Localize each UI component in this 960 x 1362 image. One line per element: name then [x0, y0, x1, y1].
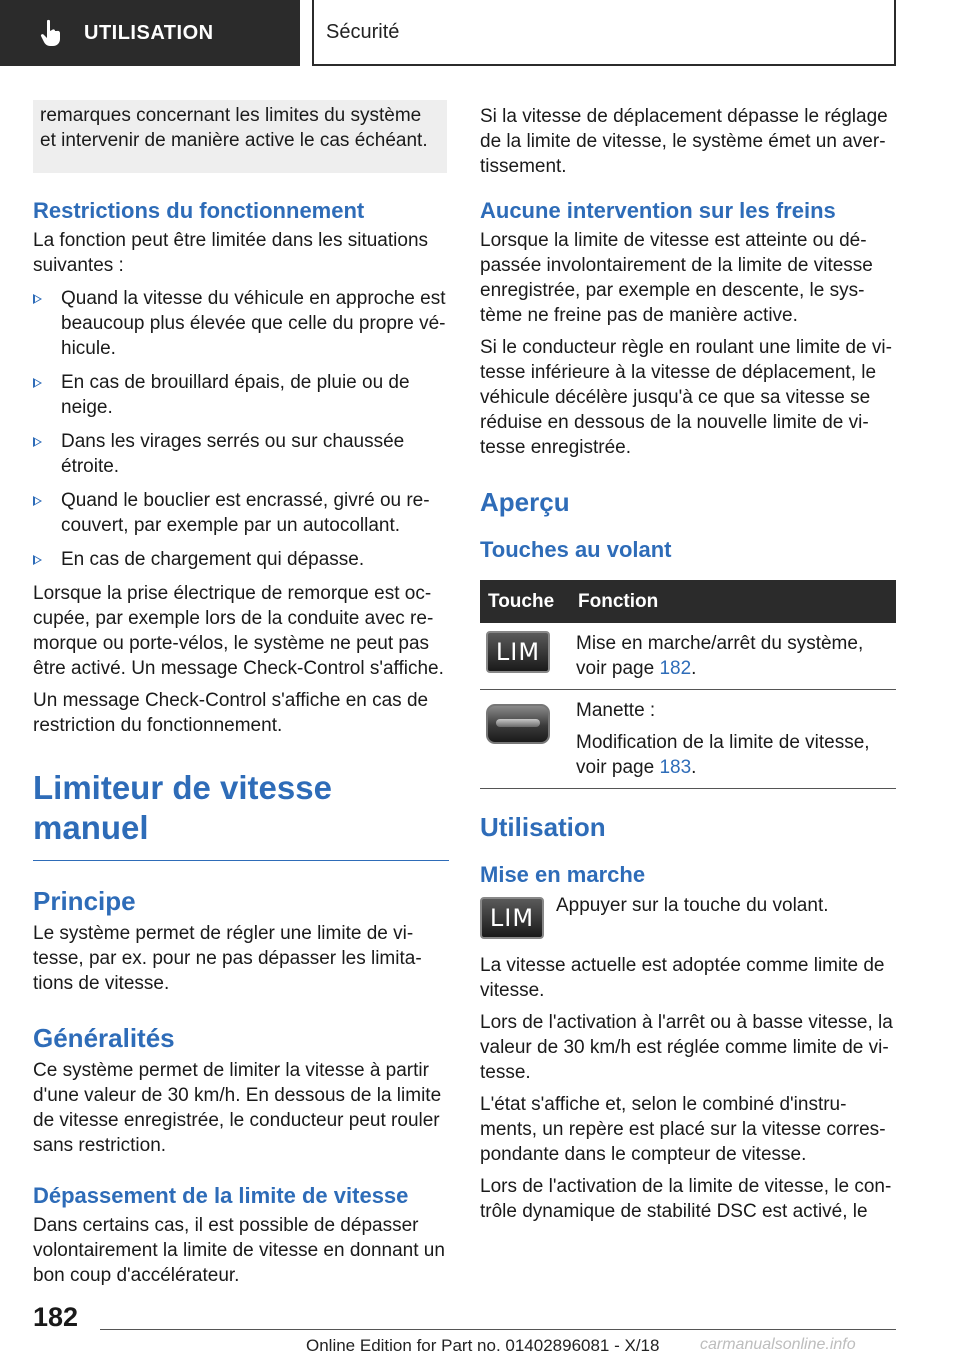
section-label: Sécurité — [312, 0, 896, 66]
keys-table — [480, 580, 896, 789]
hand-pointer-icon — [38, 18, 64, 48]
lim-button-icon: LIM — [486, 631, 550, 673]
table-row: LIM Mise en marche/arrêt du système, voir page 182. — [480, 623, 896, 690]
paragraph: Lorsque la prise électrique de remorque est occupée, par exemple lors de la conduite avec remorque ou porte-vélos, le système ne peut pas être activé. Un message Check-Control s'affiche. — [33, 583, 444, 679]
footer-divider — [100, 1329, 896, 1330]
key-instruction — [480, 893, 896, 939]
heading-mise-en-marche: Mise en marche — [480, 862, 646, 887]
paragraph: L'état s'affiche et, selon le combiné d'instruments, un repère est placé sur la vitesse correspondante dans le compteur de vitesse. — [480, 1094, 886, 1165]
list-item: Quand la vitesse du véhicule en approche est beaucoup plus élevée que celle du propre véhicule. — [33, 286, 449, 361]
heading-touches: Touches au volant — [480, 537, 672, 562]
paragraph: La fonction peut être limitée dans les situations suivantes : — [33, 230, 429, 276]
paragraph: Dans certains cas, il est possible de dépasser volontairement la limite de vitesse en donnant un bon coup d'accélérateur. — [33, 1215, 445, 1286]
paragraph: Lorsque la limite de vitesse est atteinte ou dépassée involontairement de la limite de vitesse enregistrée, par exemple en descente, le système ne freine pas de manière active. — [480, 230, 873, 326]
paragraph: Le système permet de régler une limite de vitesse, par ex. pour ne pas dépasser les limitations de vitesse. — [33, 923, 422, 994]
heading-apercu: Aperçu — [480, 487, 570, 517]
heading-restrictions: Restrictions du fonctionnement — [33, 198, 365, 223]
page-link[interactable]: 183 — [659, 757, 692, 778]
table-header-key: Touche — [480, 580, 570, 623]
list-item: En cas de brouillard épais, de pluie ou de neige. — [33, 370, 449, 420]
left-column — [33, 100, 449, 1295]
chapter-tab — [0, 0, 300, 66]
page-link[interactable]: 182 — [659, 658, 692, 679]
watermark: carmanualsonline.info — [700, 1336, 856, 1353]
paragraph: Lors de l'activation de la limite de vitesse, le contrôle dynamique de stabilité DSC est activé, le — [480, 1176, 892, 1222]
triangle-bullet-icon — [33, 294, 42, 304]
heading-depassement: Dépassement de la limite de vitesse — [33, 1183, 409, 1208]
chapter-label: UTILISATION — [84, 21, 214, 44]
paragraph: Si le conducteur règle en roulant une limite de vitesse inférieure à la vitesse de déplacement, le véhicule décélère jusqu'à ce que sa vitesse se réduise en dessous de la nouvelle limite de vitesse enregistrée. — [480, 337, 892, 458]
triangle-bullet-icon — [33, 437, 42, 447]
paragraph: Si la vitesse de déplacement dépasse le réglage de la limite de vitesse, le système émet un avertissement. — [480, 106, 888, 177]
heading-utilisation: Utilisation — [480, 812, 606, 842]
table-header-function: Fonction — [570, 580, 896, 623]
heading-principe: Principe — [33, 886, 136, 916]
heading-no-brake: Aucune intervention sur les freins — [480, 198, 836, 223]
list-item: Dans les virages serrés ou sur chaussée étroite. — [33, 429, 449, 479]
triangle-bullet-icon — [33, 555, 42, 565]
page-header — [0, 0, 960, 66]
paragraph: Lors de l'activation à l'arrêt ou à basse vitesse, la valeur de 30 km/h est réglée comme limite de vitesse. — [480, 1012, 893, 1083]
restriction-list — [33, 286, 449, 572]
triangle-bullet-icon — [33, 378, 42, 388]
page-number: 182 — [33, 1302, 79, 1332]
note-box: remarques concernant les limites du système et intervenir de manière active le cas échéant. — [33, 100, 447, 173]
list-item: En cas de chargement qui dépasse. — [33, 547, 449, 572]
triangle-bullet-icon — [33, 496, 42, 506]
right-column — [480, 104, 896, 1231]
list-item: Quand le bouclier est encrassé, givré ou recouvert, par exemple par un autocollant. — [33, 488, 449, 538]
edition-note: Online Edition for Part no. 01402896081 - X/18 — [306, 1336, 660, 1355]
paragraph: Ce système permet de limiter la vitesse à partir d'une valeur de 30 km/h. En dessous de la limite de vitesse enregistrée, le conducteur peut rouler sans restriction. — [33, 1060, 442, 1156]
paragraph: La vitesse actuelle est adoptée comme limite de vitesse. — [480, 955, 885, 1001]
rocker-switch-icon — [486, 704, 550, 744]
paragraph: Un message Check-Control s'affiche en cas de restriction du fonctionnement. — [33, 690, 429, 736]
table-row: Manette : Modification de la limite de vitesse, voir page 183. — [480, 690, 896, 789]
heading-generalites: Généralités — [33, 1023, 175, 1053]
main-title: Limiteur de vitesse manuel — [33, 768, 449, 861]
paragraph: Appuyer sur la touche du volant. — [556, 895, 829, 916]
lim-button-icon: LIM — [480, 897, 544, 939]
